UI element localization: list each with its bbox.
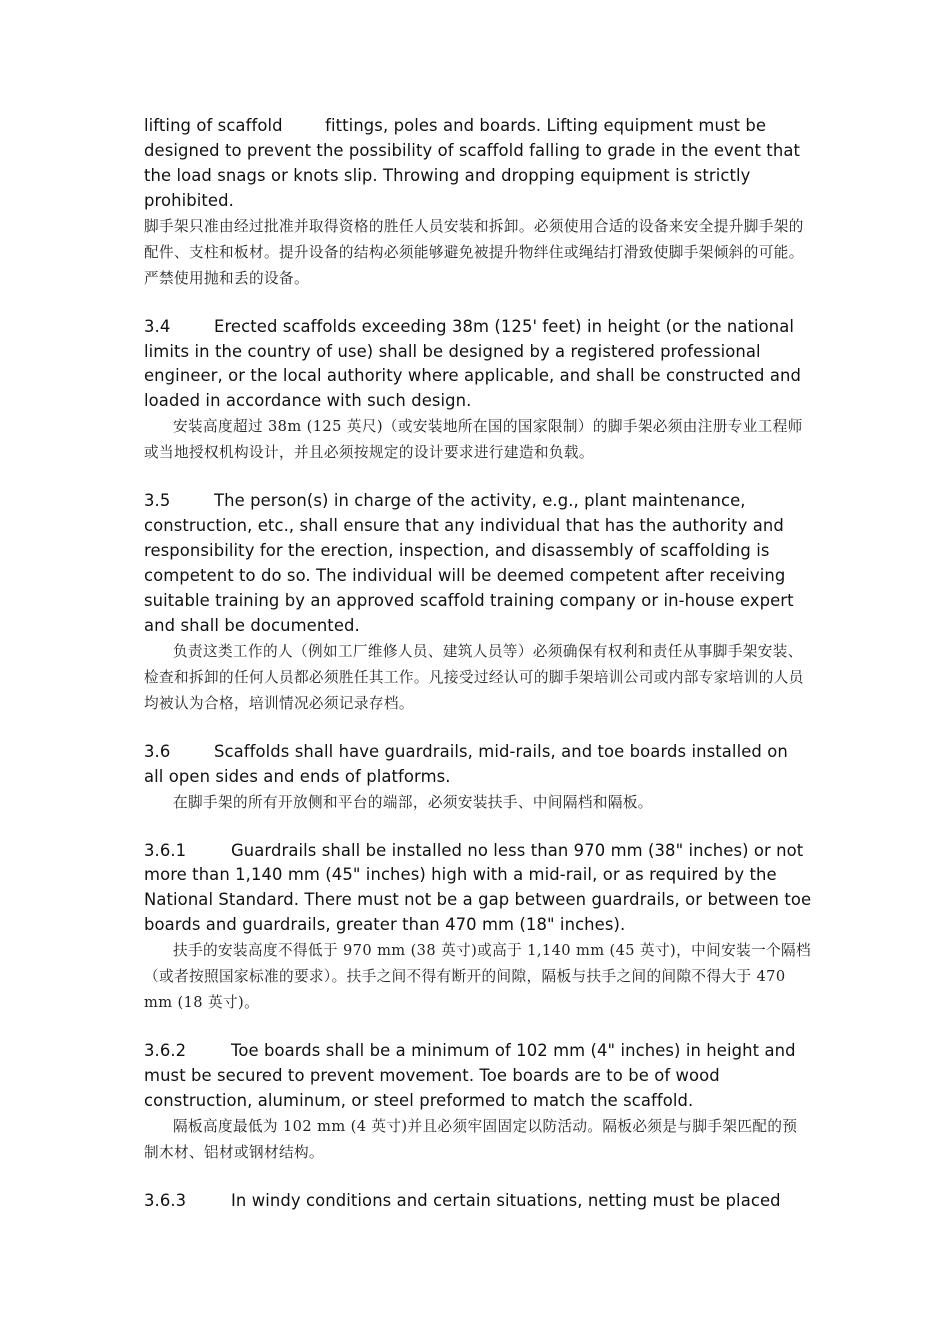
chinese-paragraph: 在脚手架的所有开放侧和平台的端部，必须安装扶手、中间隔档和隔板。 [173,793,653,811]
section-3-5 [144,489,812,716]
english-text: Erected scaffolds exceeding 38m (125' feet) in height (or the national limits in the country of use) shall be designed by a registered professional engineer, or the local authority where applicable, and shall be constructed and loaded in accordance with such design. [144,316,801,411]
english-paragraph [144,740,812,790]
section-3-6-1 [144,839,812,1017]
english-paragraph [144,1189,812,1214]
english-text: Guardrails shall be installed no less than 970 mm (38" inches) or not more than 1,140 mm (45" inches) high with a mid-rail, or as required by the National Standard. There must not be a gap between guardrails, or between toe boards and guardrails, greater than 470 mm (18" inches). [144,840,812,935]
section-number: 3.6.3 [144,1190,187,1210]
section-number: 3.5 [144,491,171,511]
chinese-paragraph: 安装高度超过 38m (125 英尺)（或安装地所在国的国家限制）的脚手架必须由注册专业工程师或当地授权机构设计，并且必须按规定的设计要求进行建造和负载。 [144,418,803,462]
english-text: Toe boards shall be a minimum of 102 mm (4" inches) in height and must be secured to prevent movement. Toe boards are to be of wood construction, aluminum, or steel preformed to match the scaffold. [144,1041,796,1110]
english-text: The person(s) in charge of the activity, e.g., plant maintenance, construction, etc., shall ensure that any individual that has the authority and responsibility for the erection, inspection, and disassembly of scaffolding is competent to do so. The individual will be deemed competent after receiving suitable training by an approved scaffold training company or in-house expert and shall be documented. [144,491,794,635]
chinese-paragraph: 隔板高度最低为 102 mm (4 英寸)并且必须牢固固定以防活动。隔板必须是与脚手架匹配的预制木材、铝材或钢材结构。 [144,1117,798,1161]
section-3-6 [144,740,812,816]
section-number: 3.6.1 [144,840,187,860]
english-paragraph [144,489,812,638]
section-3-3-continued [144,114,812,292]
english-paragraph [144,315,812,415]
english-paragraph: lifting of scaffold fittings, poles and boards. Lifting equipment must be designed to prevent the possibility of scaffold falling to grade in the event that the load snags or knots slip. Throwing and dropping equipment is strictly prohibited. [144,116,806,210]
english-paragraph [144,1039,812,1114]
section-number: 3.4 [144,316,171,336]
chinese-paragraph: 负责这类工作的人（例如工厂维修人员、建筑人员等）必须确保有权利和责任从事脚手架安装、检查和拆卸的任何人员都必须胜任其工作。凡接受过经认可的脚手架培训公司或内部专家培训的人员均被认为合格，培训情况必须记录存档。 [144,642,804,712]
english-text: Scaffolds shall have guardrails, mid-rails, and toe boards installed on all open sides and ends of platforms. [144,741,788,786]
english-text: In windy conditions and certain situations, netting must be placed [231,1190,781,1210]
chinese-paragraph: 扶手的安装高度不得低于 970 mm (38 英寸)或高于 1,140 mm (45 英寸)，中间安装一个隔档（或者按照国家标准的要求）。扶手之间不得有断开的间隙，隔板与扶手之间的间隙不得大于 470 mm (18 英寸)。 [144,942,812,1012]
chinese-paragraph: 脚手架只准由经过批准并取得资格的胜任人员安装和拆卸。必须使用合适的设备来安全提升脚手架的配件、支柱和板材。提升设备的结构必须能够避免被提升物绊住或绳结打滑致使脚手架倾斜的可能。严禁使用抛和丢的设备。 [144,217,804,287]
section-number: 3.6 [144,741,171,761]
document-body [144,114,812,1214]
section-3-4 [144,315,812,467]
section-3-6-3 [144,1189,812,1214]
english-paragraph [144,839,812,939]
section-3-6-2 [144,1039,812,1166]
section-number: 3.6.2 [144,1041,187,1061]
